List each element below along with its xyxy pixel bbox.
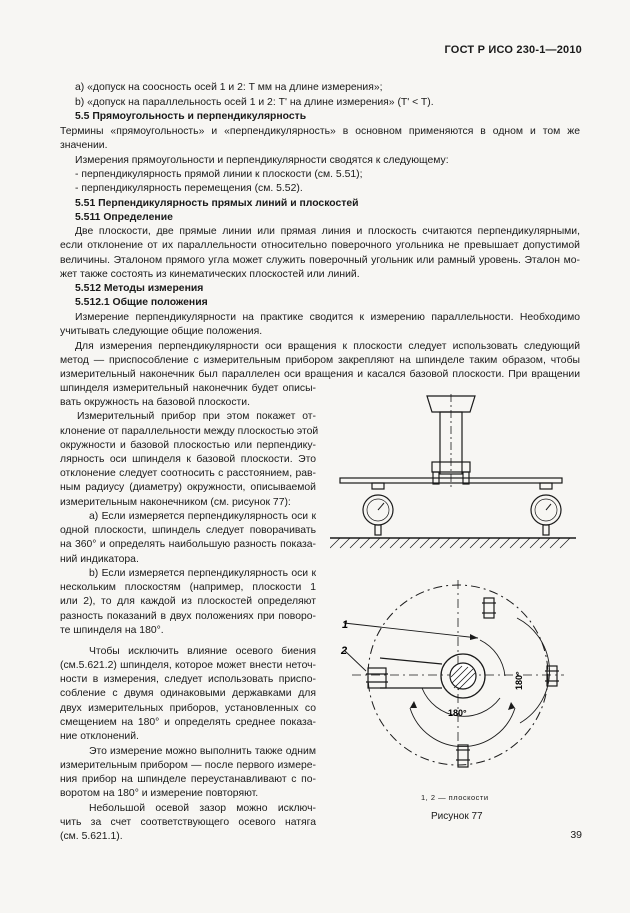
indicator-bottom [456,745,470,767]
indicator-left [366,668,388,688]
list-item: - перпендикулярность перемещения (см. 5.52). [75,183,303,194]
page-number: 39 [570,829,582,841]
angle-label-bottom: 180° [448,708,467,718]
text-line: окружности и базовой плоскостью или перпендику- [60,440,316,451]
text-line: клонение от параллельности между плоскостью этой [60,426,319,437]
text-line: двух измерительных приборов, установленных со [60,703,316,714]
section-heading: 5.512 Методы измерения [75,283,204,294]
text-line: Чтобы исключить влияние осевого биения [89,646,316,657]
text-line: ности в измерения, следует использовать приспо- [60,674,316,685]
text-line: измерительный наконечник был параллелен оси вращения и касался базовой плоскости. При вращении [60,369,580,380]
text-line: ния прибор на шпинделе переустанавливают с по- [60,774,316,785]
text-line: (см. 5.621.1). [60,831,123,842]
text-line: значении. [60,140,108,151]
figure-legend: 1, 2 — плоскости [421,793,489,802]
text-line: метод — приспособление с измерительным прибором закрепляют на шпинделе таким образом, чтобы [60,355,580,366]
text-line: а) «допуск на соосность осей 1 и 2: T мм на длине измерения»; [75,82,383,93]
section-heading: 5.511 Определение [75,212,173,223]
text-line: воротом на 180° и измерение повторяют. [60,788,259,799]
text-line: Две плоскости, две прямые линии или прямая линия и плоскость считаются перпендикулярными, [75,226,580,237]
text-line: разность показаний в двух положениях при поворо- [60,611,316,622]
text-line: чить за счет соответствующего осевого натяга [60,817,316,828]
text-line: вать окружность на базовой плоскости. [60,397,250,408]
text-line: ние отклонений. [60,731,139,742]
text-line: лярность оси шпинделя к базовой плоскости. Это [60,454,316,465]
figure-label-1: 1 [342,619,349,631]
text-line: ным радиусу (диаметру) окружности, описываемой [60,482,316,493]
list-item: - перпендикулярность прямой линии к плоскости (см. 5.51); [75,169,363,180]
text-line: на 360° и определять наибольшую разность показа- [60,539,316,550]
text-line: измерительным наконечником (см. рисунок 77): [60,497,291,508]
text-line: величины. Эталоном прямого угла может служить поверочный угольник или рамный уровень. Эталон мо- [60,255,580,266]
text-line: отклонение следует соотносить с расстоянием, рав- [60,468,316,479]
text-line: Небольшой осевой зазор можно исключ- [89,803,316,814]
text-line: (см.5.621.2) шпинделя, которое может внести неточ- [60,660,316,671]
figure-caption: Рисунок 77 [431,811,483,822]
text-line: b) «допуск на параллельность осей 1 и 2: T' на длине измерения» (T' < T). [75,97,434,108]
text-line: Измерение перпендикулярности на практике сводится к измерению параллельности. Необходимо [75,312,580,323]
text-line: нескольким плоскостям (например, плоскости 1 [60,582,316,593]
text-line: b) Если измеряется перпендикулярность оси к [89,568,316,579]
text-line: те шпинделя на 180°. [60,625,164,636]
text-line: жет также состоять из кинематических плоскостей или линий. [60,269,360,280]
section-heading: 5.51 Перпендикулярность прямых линий и плоскостей [75,198,359,209]
section-heading: 5.5 Прямоугольность и перпендикулярность [75,111,307,122]
indicator-top [482,598,496,618]
standard-header: ГОСТ Р ИСО 230-1—2010 [444,44,582,56]
text-line: а) Если измеряется перпендикулярность оси к [89,511,316,522]
section-heading: 5.512.1 Общие положения [75,297,208,308]
text-line: Термины «прямоугольность» и «перпендикулярность» в основном применяются в одном и том же [60,126,580,137]
text-line: одной плоскости, шпиндель следует поворачивать [60,525,316,536]
text-line: измерительным прибором — после первого измере- [60,760,316,771]
figure-label-2: 2 [341,645,348,657]
text-line: смещением на 180° и определять среднее показа- [60,717,316,728]
text-line: или 2), то для каждой из плоскостей определяют [60,596,316,607]
holder-arm [380,658,442,688]
text-line: Это измерение можно выполнить также одним [89,746,316,757]
text-line: собление с двумя одинаковыми державками для [60,688,316,699]
angle-label-right: 180° [514,671,524,690]
figure-77-drawing [330,388,590,808]
text-line: Для измерения перпендикулярности оси вращения к плоскости следует использовать следующий [75,341,580,352]
text-line: шпинделя измерительный наконечник будет описы- [60,383,316,394]
text-line: Измерительный прибор при этом покажет от- [77,411,316,422]
text-line: ний индикатора. [60,554,139,565]
text-line: если отклонение от их параллельности относительно поверочного угольника не превышает допустимой [60,240,580,251]
text-line: Измерения прямоугольности и перпендикулярности сводятся к следующему: [75,155,449,166]
text-line: учитывать следующие общие положения. [60,326,263,337]
indicator-right [545,666,559,686]
